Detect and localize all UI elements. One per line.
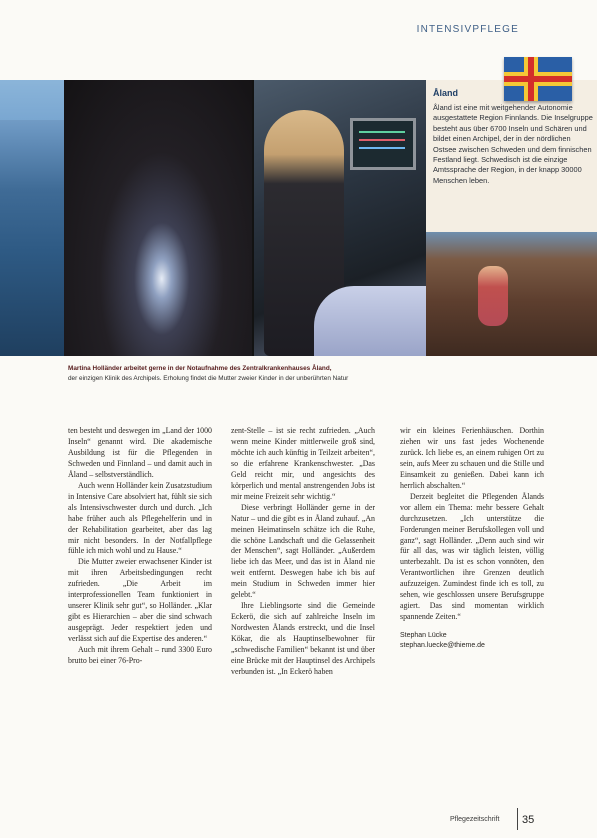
author-signature xyxy=(400,631,544,651)
paragraph: zent-Stelle – ist sie recht zufrieden. „Auch wenn meine Kinder mittlerweile groß sind, möchte ich auch künftig in Teilzeit arbeiten“, so die erfahrene Krankenschwester. „Das Geld reicht mir, und angesichts des körperlich und mental anstrengenden Jobs ist mir meine Freizeit sehr wichtig.“ xyxy=(231,426,375,501)
paragraph: ten besteht und deswegen im „Land der 1000 Inseln“ genannt wird. Die akademische Ausbildung ist für die Pflegenden in Schweden und Finnland – und damit auch in Åland – selbstverständlich. xyxy=(68,426,212,479)
author-name: Stephan Lücke xyxy=(400,632,447,640)
paragraph: wir ein kleines Ferienhäuschen. Dorthin ziehen wir uns fast jedes Wochenende zurück. Ich liebe es, an einem ruhigen Ort zu sein, aufs Meer zu schauen und die Stille und Einsamkeit zu genießen. Dabei kann ich herrlich abschalten.“ xyxy=(400,426,544,490)
info-box-title: Åland xyxy=(433,88,459,98)
info-box-text: Åland ist eine mit weitgehender Autonomie ausgestattete Region Finnlands. Die Inselgruppe besteht aus über 6700 Inseln und Schären und bildet einen Archipel, der in der nördlichen Ostsee zwischen Schweden und dem finnischen Festland liegt. Schwedisch ist die einzige Amtssprache der Region, in der knapp 30000 Menschen leben. xyxy=(433,103,593,185)
page-number: 35 xyxy=(522,814,535,826)
hospital-bed xyxy=(314,286,426,356)
coast-photo xyxy=(0,80,64,356)
author-email[interactable]: stephan.luecke@thieme.de xyxy=(400,642,485,650)
footer-divider xyxy=(517,808,518,830)
section-label: INTENSIVPFLEGE xyxy=(416,24,519,35)
rocky-shore-photo xyxy=(426,232,597,356)
paragraph: Auch wenn Holländer kein Zusatzstudium in Intensive Care absolviert hat, fühlt sie sich als Intensivschwester durch und durch. „Ich habe früher auch als Pflegehelferin und in der Rehabilitation gearbeitet, aber das lag mir nicht besonders. In der Notfallpflege fühle ich mich wohl und zu Hause.“ xyxy=(68,480,212,556)
nurse-photo-right xyxy=(254,80,426,356)
paragraph: Auch mit ihrem Gehalt – rund 3300 Euro brutto bei einer 76-Pro- xyxy=(68,645,212,666)
paragraph: Ihre Lieblingsorte sind die Gemeinde Eckerö, die sich auf zahlreiche Inseln im Nordwesten Ålands erstreckt, und die Insel Kökar, die als Hauptinselbewohner für „schwedische Familien“ bekannt ist und über eine Brücke mit der Hauptinsel des Archipels verbunden ist. „In Eckerö haben xyxy=(231,601,375,676)
magazine-name: Pflegezeitschrift xyxy=(450,816,500,823)
paragraph: Derzeit begleitet die Pflegenden Ålands vor allem ein Thema: mehr bessere Gehalt durchzusetzen. „Ich unterstütze die Forderungen meiner Berufskollegen voll und ganz“, sagt Holländer. „Denn auch sind wir für all das, was wir täglich leisten, völlig unterbezahlt. Da ist es schon vonnöten, den Verantwortlichen ihre Grenzen deutlich aufzuzeigen. Zumindest finde ich es toll, zu sehen, wie geschlossen unsere Berufsgruppe agiert. Das sind momentan wirklich spannende Zeiten.“ xyxy=(400,491,544,622)
caption-line-1: Martina Holländer arbeitet gerne in der Notaufnahme des Zentralkrankenhauses Åland, xyxy=(68,365,332,372)
caption-line-2: der einzigen Klinik des Archipels. Erholung findet die Mutter zweier Kinder in der unberührten Natur xyxy=(68,375,349,382)
patient-monitor xyxy=(350,118,416,170)
paragraph: Diese verbringt Holländer gerne in der Natur – und die gibt es in Åland zuhauf. „An meinen Heimatinseln schätze ich die Ruhe, die schöne Landschaft und die Gelassenheit der Menschen“, sagt Holländer. „Außerdem liebe ich das Meer, und das ist in Åland nie weit entfernt. Deswegen habe ich bis auf mein Studium in Schweden immer hier gelebt.“ xyxy=(231,502,375,600)
text-column-2 xyxy=(231,426,375,678)
text-column-3 xyxy=(400,426,544,651)
woman-on-rocks xyxy=(478,266,508,326)
photo-caption xyxy=(68,364,588,384)
nurse-photo-left xyxy=(64,80,252,356)
aland-flag-icon xyxy=(504,57,572,101)
paragraph: Die Mutter zweier erwachsener Kinder ist mit ihren Arbeitsbedingungen recht zufrieden. „Die Arbeit im interprofessionellen Team funktioniert in unserer Klinik sehr gut“, so Holländer. „Klar gibt es Hierarchien – aber die sind schwach ausgeprägt. Jeder respektiert jeden und verlässt sich auf die Expertise des anderen.“ xyxy=(68,557,212,644)
text-column-1 xyxy=(68,426,212,667)
